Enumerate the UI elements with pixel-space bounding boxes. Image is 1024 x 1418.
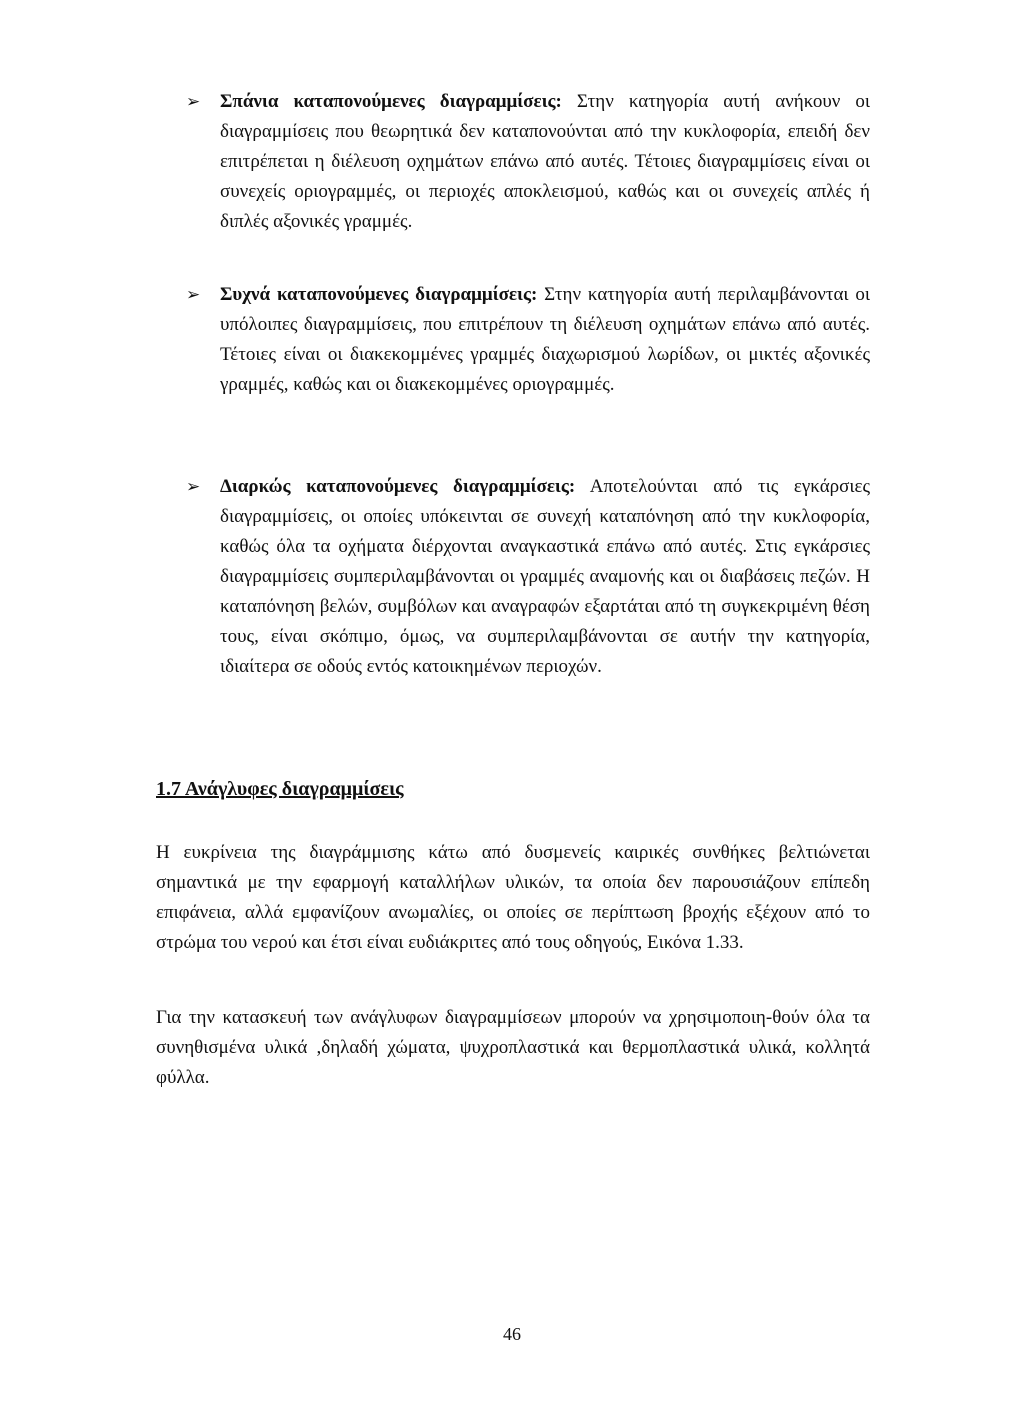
- bullet-term: Συχνά καταπονούμενες διαγραμμίσεις:: [220, 284, 538, 305]
- page-number: 46: [503, 1324, 521, 1344]
- section-paragraph-2: Για την κατασκευή των ανάγλυφων διαγραμμίσεων μπορούν να χρησιμοποιη-θούν όλα τα συνηθισμένα υλικά ,δηλαδή χώματα, ψυχροπλαστικά και θερμοπλαστικά υλικά, κολλητά φύλλα.: [156, 1007, 870, 1088]
- bullet-term: Σπάνια καταπονούμενες διαγραμμίσεις:: [220, 91, 562, 112]
- bullet-item-frequently-stressed: [186, 280, 870, 400]
- bullet-item-constantly-stressed: [186, 472, 870, 682]
- bullet-item-rarely-stressed: [186, 87, 870, 237]
- bullet-body: Στην κατηγορία αυτή περιλαμβάνονται οι υπόλοιπες διαγραμμίσεις, που επιτρέπουν τη διέλευση οχημάτων επάνω από αυτές. Τέτοιες είναι οι διακεκομμένες γραμμές διαχωρισμού λωρίδων, οι μικτές αξονικές γραμμές, καθώς και οι διακεκομμένες οριογραμμές.: [220, 284, 871, 395]
- bullet-term: Διαρκώς καταπονούμενες διαγραμμίσεις:: [220, 476, 576, 497]
- section-paragraph-1: Η ευκρίνεια της διαγράμμισης κάτω από δυσμενείς καιρικές συνθήκες βελτιώνεται σημαντικά με την εφαρμογή καταλλήλων υλικών, τα οποία δεν παρουσιάζουν επίπεδη επιφάνεια, αλλά εμφανίζουν ανωμαλίες, οι οποίες σε περίπτωση βροχής εξέχουν από το στρώμα του νερού και έτσι είναι ευδιάκριτες από τους οδηγούς, Εικόνα 1.33.: [156, 842, 870, 953]
- arrow-bullet-icon: ➢: [186, 477, 201, 496]
- arrow-bullet-icon: ➢: [186, 285, 201, 304]
- bullet-text: [220, 280, 870, 400]
- arrow-bullet-icon: ➢: [186, 92, 201, 111]
- bullet-text: [220, 472, 870, 682]
- bullet-body: Αποτελούνται από τις εγκάρσιες διαγραμμίσεις, οι οποίες υπόκεινται σε συνεχή καταπόνηση από την κυκλοφορία, καθώς όλα τα οχήματα διέρχονται αναγκαστικά επάνω από αυτές. Στις εγκάρσιες διαγραμμίσεις συμπεριλαμβάνονται οι γραμμές αναμονής και οι διαβάσεις πεζών. Η καταπόνηση βελών, συμβόλων και αναγραφών εξαρτάται από τη συγκεκριμένη θέση τους, είναι σκόπιμο, όμως, να συμπεριλαμβάνονται σε αυτήν την κατηγορία, ιδιαίτερα σε οδούς εντός κατοικημένων περιοχών.: [220, 476, 870, 677]
- bullet-body: Στην κατηγορία αυτή ανήκουν οι διαγραμμίσεις που θεωρητικά δεν καταπονούνται από την κυκλοφορία, επειδή δεν επιτρέπεται η διέλευση οχημάτων επάνω από αυτές. Τέτοιες διαγραμμίσεις είναι οι συνεχείς οριογραμμές, οι περιοχές αποκλεισμού, καθώς και οι συνεχείς απλές ή διπλές αξονικές γραμμές.: [220, 91, 871, 232]
- bullet-text: [220, 87, 870, 237]
- section-heading: 1.7 Ανάγλυφες διαγραμμίσεις: [156, 778, 404, 800]
